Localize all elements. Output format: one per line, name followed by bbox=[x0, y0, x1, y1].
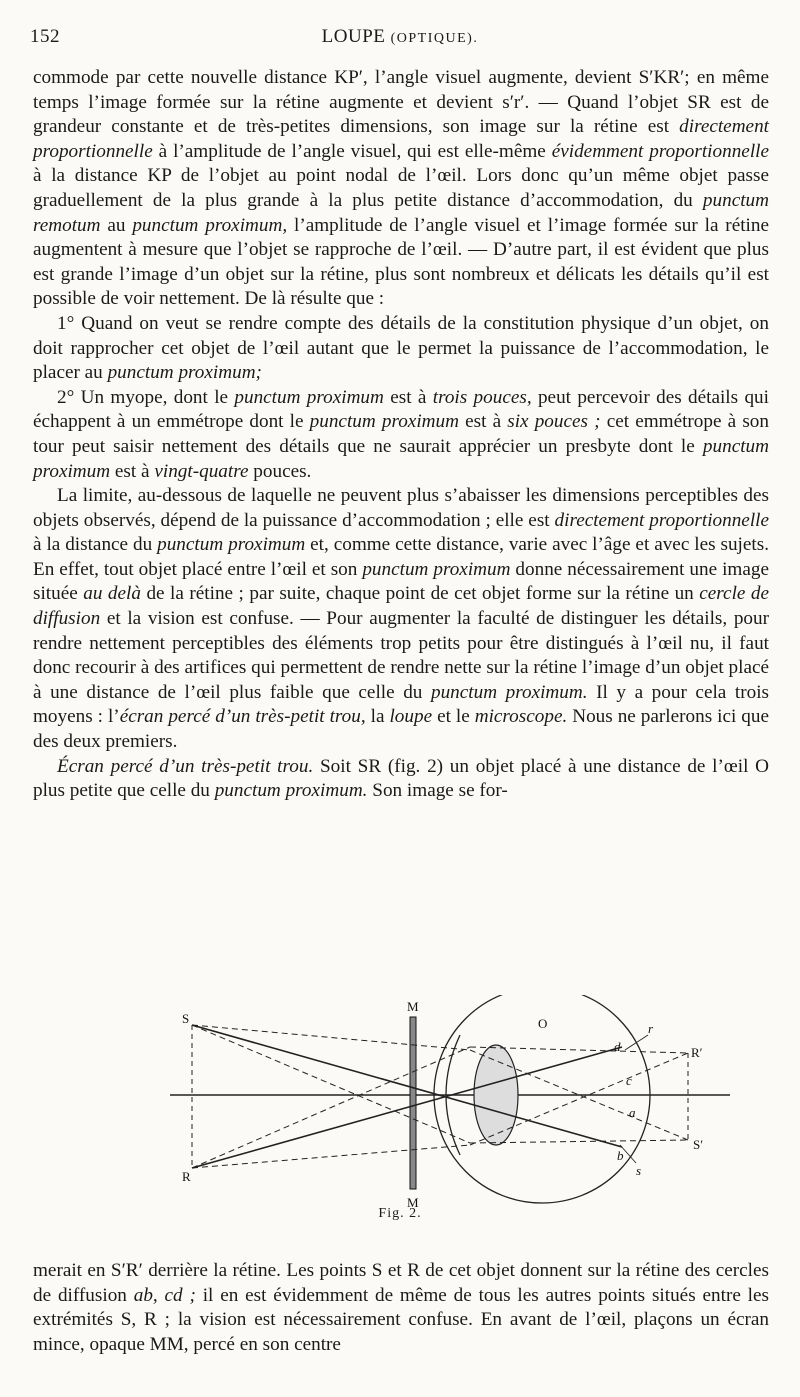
label-M-bottom: M bbox=[407, 1195, 419, 1210]
running-title-main: LOUPE bbox=[321, 26, 386, 47]
paragraph: merait en S′R′ derrière la rétine. Les points S et R de cet objet donnent sur la rétine des cercles de diffusion ab, cd ; il en est évidemment de même de tous les autres points situés entre les extrémités S, R ; la vision est nécessairement confuse. En avant de l’œil, plaçons un écran mince, opaque MM, percé en son centre bbox=[33, 1260, 769, 1355]
paragraph: 1° Quand on veut se rendre compte des détails de la constitution physique d’un objet, on doit rapprocher cet objet de l’œil autant que le permet la puissance de l’accommodation, le placer au punctum proximum; bbox=[33, 312, 769, 384]
label-a: a bbox=[629, 1105, 636, 1120]
body-text-top bbox=[33, 66, 769, 804]
label-M-top: M bbox=[407, 999, 419, 1014]
label-O: O bbox=[538, 1016, 548, 1031]
paragraph: 2° Un myope, dont le punctum proximum est à trois pouces, peut percevoir des détails qui échappent à un emmétrope dont le punctum proximum est à six pouces ; cet emmétrope à son tour peut saisir nettement des détails que ne saurait apprécier un presbyte dont le punctum proximum est à vingt-quatre pouces. bbox=[33, 386, 769, 482]
ray-S-lower bbox=[192, 1025, 470, 1143]
paragraph: commode par cette nouvelle distance KP′, l’angle visuel augmente, devient S′KR′; en même temps l’image formée sur la rétine augmente et devient s′r′. — Quand l’objet SR est de grandeur constante et de très-petites dimensions, son image sur la rétine est directement proportionnelle à l’amplitude de l’angle visuel, qui est elle-même évidemment proportionnelle à la distance KP de l’objet au point nodal de l’œil. Lors donc qu’un même objet passe graduellement de la plus grande à la plus petite distance d’accommodation, du punctum remotum au punctum proximum, l’amplitude de l’angle visuel et l’image formée sur la rétine augmentent à mesure que l’objet se rapproche de l’œil. — D’autre part, il est évident que plus est grande l’image d’un objet sur la rétine, plus sont nombreux et délicats les détails qu’il est possible de voir nettement. De là résulte que : bbox=[33, 67, 769, 310]
running-header bbox=[30, 26, 770, 56]
label-s: s bbox=[636, 1163, 642, 1178]
pointer-r bbox=[625, 1035, 648, 1050]
figure-caption: Fig. 2. bbox=[378, 1206, 422, 1221]
label-c: c bbox=[626, 1073, 632, 1088]
label-R-prime: R′ bbox=[691, 1045, 703, 1060]
label-b: b bbox=[617, 1148, 624, 1163]
running-title bbox=[30, 26, 770, 48]
eye-pinhole-diagram bbox=[170, 995, 730, 1235]
screen-MM bbox=[410, 1017, 416, 1189]
paragraph: Écran percé d’un très-petit trou. Soit SR (fig. 2) un objet placé à une distance de l’œil O plus petite que celle du punctum proximum. Son image se for- bbox=[33, 755, 769, 802]
running-title-sub: (OPTIQUE). bbox=[390, 31, 479, 46]
paragraph: La limite, au-dessous de laquelle ne peuvent plus s’abaisser les dimensions perceptibles des objets observés, dépend de la puissance d’accommodation ; elle est directement proportionnelle à la distance du punctum proximum et, comme cette distance, varie avec l’âge et avec les sujets. En effet, tout objet placé entre l’œil et son punctum proximum donne nécessairement une image située au delà de la rétine ; par suite, chaque point de cet objet forme sur la rétine un cercle de diffusion et la vision est confuse. — Pour augmenter la faculté de distinguer les détails, pour rendre nettement perceptibles des éléments trop petits pour être distingués à l’œil nu, il faut donc recourir à des artifices qui permettent de rendre nette sur la rétine l’image d’un objet placé à une distance de l’œil plus faible que celle du punctum proximum. Il y a pour cela trois moyens : l’écran percé d’un très-petit trou, la loupe et le microscope. Nous ne parlerons ici que des deux premiers. bbox=[33, 485, 770, 753]
label-S-prime: S′ bbox=[693, 1137, 704, 1152]
body-text-bottom bbox=[33, 1259, 769, 1357]
label-r: r bbox=[648, 1021, 654, 1036]
crystalline-lens bbox=[474, 1045, 518, 1145]
label-R: R bbox=[182, 1169, 191, 1184]
label-d: d bbox=[614, 1039, 621, 1054]
page-number: 152 bbox=[30, 26, 60, 47]
figure-2 bbox=[170, 995, 730, 1235]
label-S: S bbox=[182, 1011, 190, 1026]
